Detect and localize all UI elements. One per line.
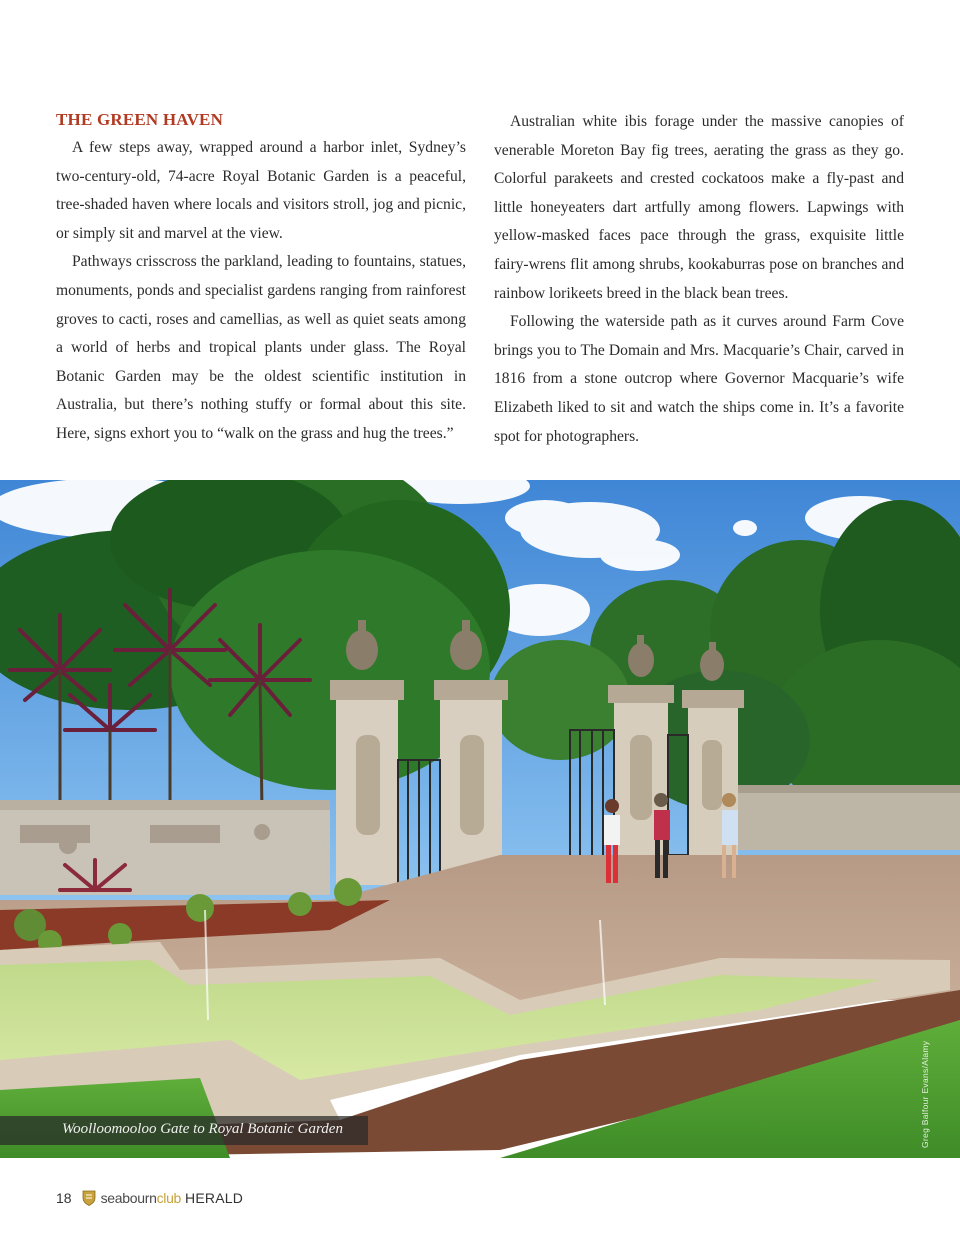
page-footer	[56, 1186, 243, 1210]
paragraph: Australian white ibis forage under the massive canopies of venerable Moreton Bay fig trees, aerating the grass as they go. Colorful parakeets and crested cockatoos make a fly-past and little honeyeaters dart artfully among flowers. Lapwings with yellow-masked faces pace through the grass, exquisite little fairy-wrens flit among shrubs, kookaburras pose on branches and rainbow lorikeets breed in the black bean trees.	[494, 113, 904, 302]
brand-club: club	[156, 1190, 182, 1206]
paragraph: A few steps away, wrapped around a harbor inlet, Sydney’s two-century-old, 74-acre Royal Botanic Garden is a peaceful, tree-shaded haven where locals and visitors stroll, jog and picnic, or simply sit and marvel at the view.	[56, 139, 466, 242]
section-heading: THE GREEN HAVEN	[56, 110, 224, 129]
left-column	[56, 108, 466, 449]
article-text	[56, 100, 906, 460]
photo-credit: Greg Balfour Evans/Alamy	[920, 1040, 930, 1148]
photo-caption-bar	[0, 1116, 368, 1145]
photo-caption: Woolloomooloo Gate to Royal Botanic Garden	[62, 1121, 343, 1137]
page-number: 18	[56, 1190, 72, 1206]
shield-icon	[82, 1190, 96, 1206]
right-column	[494, 108, 904, 451]
paragraph: Following the waterside path as it curves around Farm Cove brings you to The Domain and Mrs. Macquarie’s Chair, carved in 1816 from a stone outcrop where Governor Macquarie’s wife Elizabeth liked to sit and watch the ships come in. It’s a favorite spot for photographers.	[494, 313, 904, 445]
publication-name: HERALD	[185, 1190, 244, 1206]
garden-gate-photo	[0, 480, 960, 1158]
photo-illustration	[0, 480, 960, 1158]
brand-name: seabourn	[100, 1190, 157, 1206]
paragraph: Pathways crisscross the parkland, leading to fountains, statues, monuments, ponds and specialist gardens ranging from rainforest groves to cacti, roses and camellias, as well as quiet seats among a world of herbs and tropical plants under glass. The Royal Botanic Garden may be the oldest scientific institution in Australia, but there’s nothing stuffy or formal about this site. Here, signs exhort you to “walk on the grass and hug the trees.”	[56, 253, 466, 442]
